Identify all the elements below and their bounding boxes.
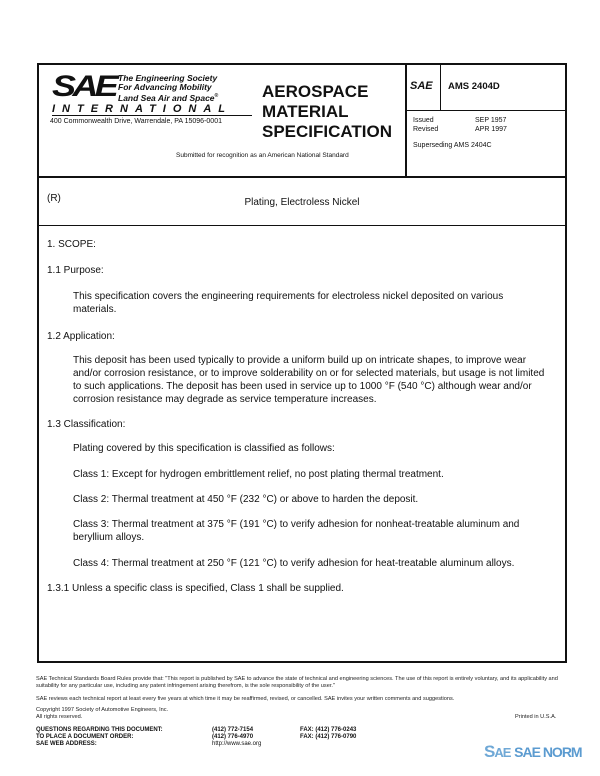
divider xyxy=(37,225,567,226)
doc-number: AMS 2404D xyxy=(448,81,500,92)
section-heading: 1.1 Purpose: xyxy=(47,265,104,276)
class-item: Class 1: Except for hydrogen embrittlement relief, no post plating thermal treatment. xyxy=(73,469,444,480)
tagline: The Engineering Society For Advancing Mobility Land Sea Air and Space® xyxy=(118,73,219,103)
international: INTERNATIONAL xyxy=(52,103,233,115)
paragraph: Plating covered by this specification is classified as follows: xyxy=(73,443,335,454)
paragraph: This deposit has been used typically to provide a uniform build up on intricate shapes, to improve wear and/or corrosion resistance, or to improve solderability on or for selected materials, but usage is not limited to such applications. The deposit has been used in service up to 1000 °F (540 °C) although wear and/or corrosion resistance may degrade as service temperature increases. xyxy=(73,355,545,405)
watermark-logo: SAE SAE NORM xyxy=(484,742,582,761)
footer-review: SAE reviews each technical report at least every five years at which time it may be reaffirmed, revised, or cancelled. SAE invites your written comments and suggestions. xyxy=(36,696,455,702)
footer-rules: SAE Technical Standards Board Rules provide that: "This report is published by SAE to advance the state of technical and engineering sciences. The use of this report is entirely voluntary, and its applicability and suitability for any particular use, including any patent infringement arising therefrom, is the sole responsibility of the user." xyxy=(36,676,558,689)
web-link[interactable]: http://www.sae.org xyxy=(212,741,262,747)
superseding: Superseding AMS 2404C xyxy=(413,142,492,149)
rights: All rights reserved. xyxy=(36,714,83,720)
doc-type: AEROSPACE MATERIAL SPECIFICATION xyxy=(262,82,393,141)
divider xyxy=(405,110,567,111)
copyright: Copyright 1997 Society of Automotive Engineers, Inc. xyxy=(36,707,169,713)
section-heading: 1.3.1 Unless a specific class is specified, Class 1 shall be supplied. xyxy=(47,583,344,594)
sae-small-logo: SAE xyxy=(410,80,433,92)
divider xyxy=(440,63,441,110)
class-item: Class 3: Thermal treatment at 375 °F (191 °C) to verify adhesion for nonheat-treatable aluminum and beryllium alloys. xyxy=(73,519,520,543)
section-heading: 1.3 Classification: xyxy=(47,419,126,430)
contacts: QUESTIONS REGARDING THIS DOCUMENT: (412) 772-7154 FAX: (412) 776-0243 TO PLACE A DOCUMENT ORDER: (412) 776-4970 FAX: (412) 776-0790 SAE WEB ADDRESS: http://www.sae.org xyxy=(36,727,357,747)
divider xyxy=(52,115,252,116)
paragraph: This specification covers the engineering requirements for electroless nickel deposited on various materials. xyxy=(73,291,504,315)
doc-title: Plating, Electroless Nickel xyxy=(244,197,360,208)
section-heading: 1. SCOPE: xyxy=(47,239,96,250)
dates: Issued SEP 1957 Revised APR 1997 xyxy=(413,117,507,133)
printed: Printed in U.S.A. xyxy=(515,714,557,720)
revision-mark: (R) xyxy=(47,193,61,204)
divider xyxy=(37,176,567,178)
sae-logo: SAE xyxy=(52,70,116,103)
class-item: Class 2: Thermal treatment at 450 °F (232 °C) or above to harden the deposit. xyxy=(73,494,419,505)
submitted-note: Submitted for recognition as an American National Standard xyxy=(176,152,349,159)
divider xyxy=(405,63,407,177)
class-item: Class 4: Thermal treatment at 250 °F (121 °C) to verify adhesion for heat-treatable aluminum alloys. xyxy=(73,558,515,569)
address: 400 Commonwealth Drive, Warrendale, PA 15096-0001 xyxy=(50,118,222,125)
section-heading: 1.2 Application: xyxy=(47,331,115,342)
